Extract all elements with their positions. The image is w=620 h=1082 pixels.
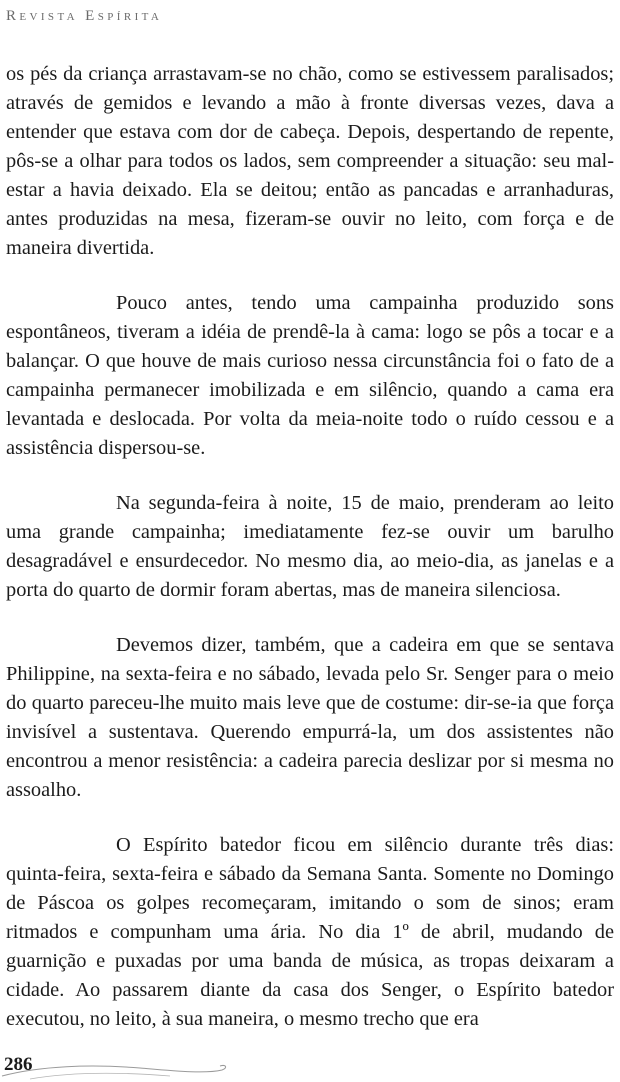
text-column <box>6 60 614 1060</box>
paragraph-5: O Espírito batedor ficou em silêncio durante três dias: quinta-feira, sexta-feira e sábado da Semana Santa. Somente no Domingo de Páscoa os golpes recomeçaram, imitando o som de sinos; eram ritmados e compunham uma ária. No dia 1º de abril, mudando de guarnição e puxadas por uma banda de música, as tropas deixaram a cidade. Ao passarem diante da casa dos Senger, o Espírito batedor executou, no leito, à sua maneira, o mesmo trecho que era <box>6 834 614 1030</box>
page-ornament-swirl <box>0 1060 230 1082</box>
paragraph-2: Pouco antes, tendo uma campainha produzido sons espontâneos, tiveram a idéia de prendê-la à cama: logo se pôs a tocar e a balançar. O que houve de mais curioso nessa circunstância foi o fato de a campainha permanecer imobilizada e em silêncio, quando a cama era levantada e deslocada. Por volta da meia-noite todo o ruído cessou e a assistência dispersou-se. <box>6 292 614 459</box>
paragraph-3: Na segunda-feira à noite, 15 de maio, prenderam ao leito uma grande campainha; imediatamente fez-se ouvir um barulho desagradável e ensurdecedor. No mesmo dia, ao meio-dia, as janelas e a porta do quarto de dormir foram abertas, mas de maneira silenciosa. <box>6 492 614 601</box>
paragraph-4: Devemos dizer, também, que a cadeira em que se sentava Philippine, na sexta-feira e no sábado, levada pelo Sr. Senger para o meio do quarto pareceu-lhe muito mais leve que de costume: dir-se-ia que força invisível a sustentava. Querendo empurrá-la, um dos assistentes não encontrou a menor resistência: a cadeira parecia deslizar por si mesma no assoalho. <box>6 634 614 801</box>
page-number: 286 <box>4 1054 33 1075</box>
running-header: Revista Espírita <box>6 8 163 24</box>
paragraph-1: os pés da criança arrastavam-se no chão, como se estivessem paralisados; através de gemidos e levando a mão à fronte diversas vezes, dava a entender que estava com dor de cabeça. Depois, despertando de repente, pôs-se a olhar para todos os lados, sem compreender a situação: seu mal-estar a havia deixado. Ela se deitou; então as pancadas e arranhaduras, antes produzidas na mesa, fizeram-se ouvir no leito, com força e de maneira divertida. <box>6 63 614 259</box>
